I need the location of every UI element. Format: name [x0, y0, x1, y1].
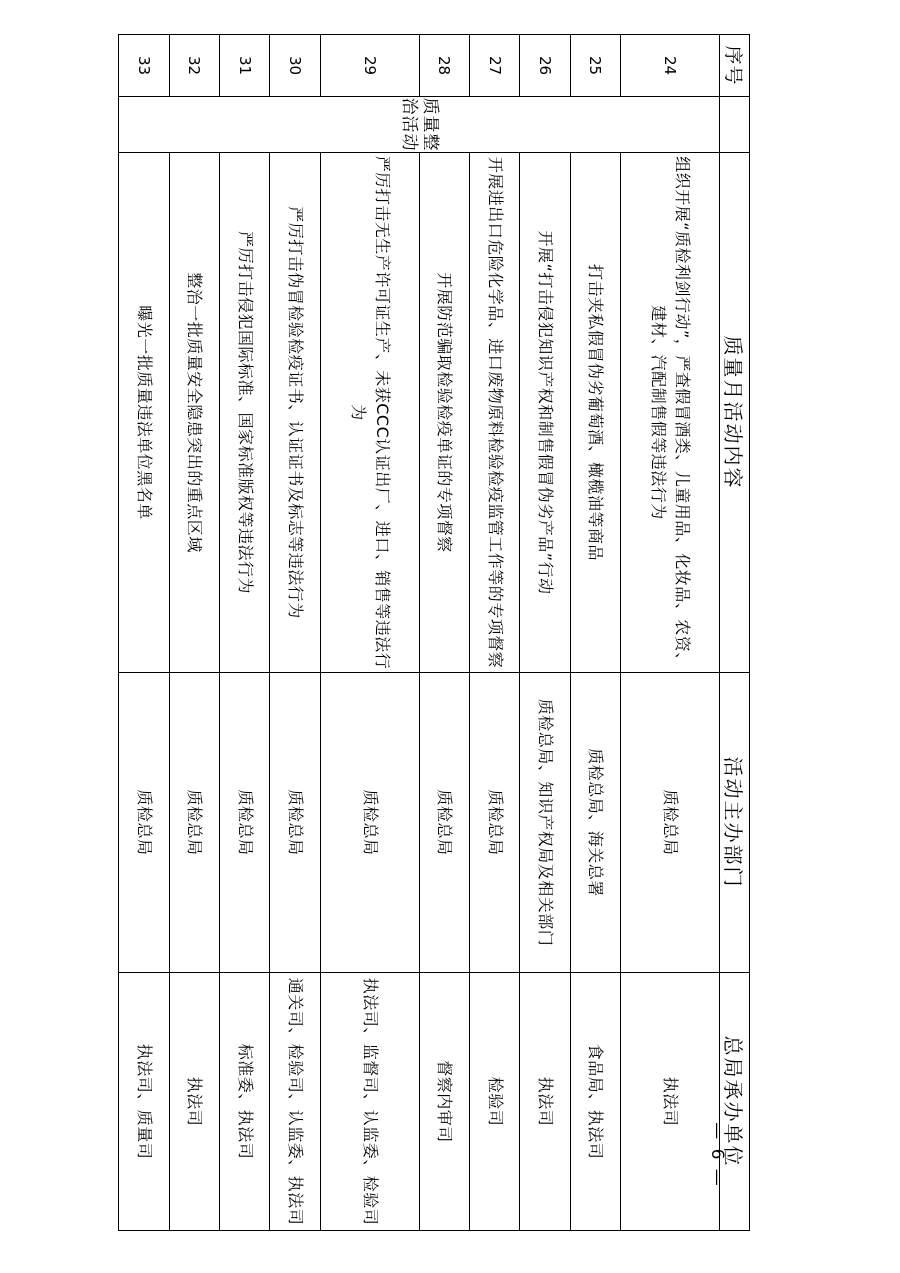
table-row	[570, 35, 620, 1231]
cell-unit: 执法司	[169, 973, 219, 1231]
header-category	[720, 97, 750, 153]
table-row	[119, 35, 170, 1231]
cell-host: 质检总局	[270, 673, 320, 973]
cell-host: 质检总局	[219, 673, 269, 973]
table-row	[320, 35, 419, 1231]
cell-content: 开展“打击侵犯知识产权和制售假冒伪劣产品”行动	[520, 153, 570, 673]
cell-unit: 通关司、检验司、认监委、执法司	[270, 973, 320, 1231]
cell-content: 打击夹私假冒伪劣葡萄酒、橄榄油等商品	[570, 153, 620, 673]
header-host-department: 活动主办部门	[720, 673, 750, 973]
cell-unit: 标准委、执法司	[219, 973, 269, 1231]
cell-sequence: 29	[320, 35, 419, 97]
cell-content: 严厉打击侵犯国际标准、国家标准版权等违法行为	[219, 153, 269, 673]
cell-content: 曝光一批质量违法单位黑名单	[119, 153, 170, 673]
table-row	[419, 35, 469, 1231]
table-row	[270, 35, 320, 1231]
table-row	[469, 35, 519, 1231]
cell-unit: 督察内审司	[419, 973, 469, 1231]
table-row	[219, 35, 269, 1231]
cell-content: 严厉打击伪冒检验检疫证书、认证证书及标志等违法行为	[270, 153, 320, 673]
cell-unit: 执法司	[621, 973, 720, 1231]
table-header-row	[720, 35, 750, 1231]
cell-host: 质检总局	[119, 673, 170, 973]
cell-unit: 执法司、质量司	[119, 973, 170, 1231]
cell-unit: 执法司	[520, 973, 570, 1231]
cell-content: 严厉打击无生产许可证生产、未获CCC认证出厂、进口、销售等违法行为	[320, 153, 419, 673]
cell-sequence: 24	[621, 35, 720, 97]
cell-content: 开展防范骗取检验检疫单证的专项督察	[419, 153, 469, 673]
page-number: — 6 —	[707, 1122, 728, 1188]
cell-content: 整治一批质量安全隐患突出的重点区域	[169, 153, 219, 673]
cell-content: 开展进出口危险化学品、进口废物原料检验检疫监管工作等的专项督察	[469, 153, 519, 673]
cell-sequence: 32	[169, 35, 219, 97]
cell-host: 质检总局	[320, 673, 419, 973]
cell-content: 组织开展“质检利剑行动”，严查假冒酒类、儿童用品、化妆品、农资、建材、汽配制售假等违法行为	[621, 153, 720, 673]
cell-category: 质量整治活动	[119, 97, 720, 153]
cell-unit: 执法司、监督司、认监委、检验司	[320, 973, 419, 1231]
cell-sequence: 26	[520, 35, 570, 97]
header-content: 质量月活动内容	[720, 153, 750, 673]
header-sequence: 序号	[720, 35, 750, 97]
cell-sequence: 33	[119, 35, 170, 97]
quality-month-activities-table	[118, 34, 750, 1231]
rotated-table-wrapper	[118, 34, 750, 1230]
cell-sequence: 31	[219, 35, 269, 97]
cell-sequence: 28	[419, 35, 469, 97]
cell-sequence: 27	[469, 35, 519, 97]
cell-host: 质检总局	[621, 673, 720, 973]
cell-sequence: 30	[270, 35, 320, 97]
table-row	[520, 35, 570, 1231]
cell-sequence: 25	[570, 35, 620, 97]
cell-unit: 食品局、执法司	[570, 973, 620, 1231]
cell-host: 质检总局	[169, 673, 219, 973]
cell-host: 质检总局	[469, 673, 519, 973]
cell-host: 质检总局	[419, 673, 469, 973]
cell-host: 质检总局、知识产权局及相关部门	[520, 673, 570, 973]
table-row	[621, 35, 720, 1231]
cell-host: 质检总局、海关总署	[570, 673, 620, 973]
header-organizing-unit: 总局承办单位	[720, 973, 750, 1231]
table-row	[169, 35, 219, 1231]
table-body	[119, 35, 720, 1231]
cell-unit: 检验司	[469, 973, 519, 1231]
